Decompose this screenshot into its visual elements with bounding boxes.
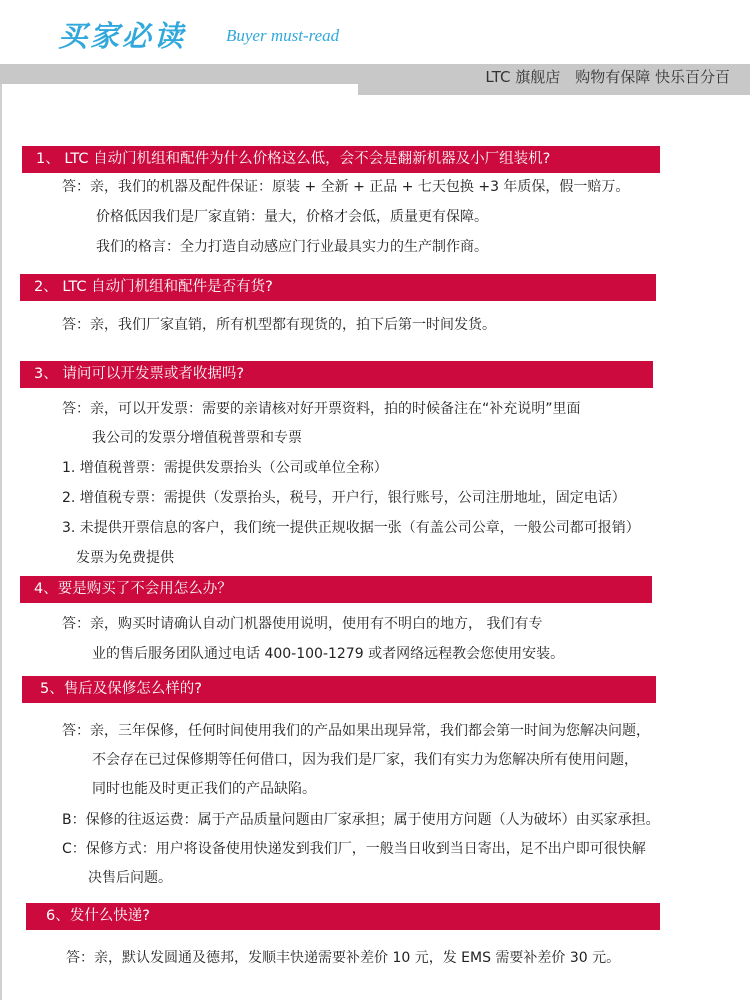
answer-line: 发票为免费提供 [76,550,174,566]
question-bar-5: 5、售后及保修怎么样的? [22,676,656,703]
answer-line: C：保修方式：用户将设备使用快递发到我们厂，一般当日收到当日寄出，足不出户即可很快解 [62,841,646,857]
question-bar-3: 3、 请问可以开发票或者收据吗? [20,361,653,388]
answer-line: 答：亲，我们的机器及配件保证：原装 + 全新 + 正品 + 七天包换 +3 年质保，假一赔万。 [62,179,630,195]
store-slogan: LTC 旗舰店 购物有保障 快乐百分百 [485,68,730,86]
answer-line: 答：亲，我们厂家直销，所有机型都有现货的，拍下后第一时间发货。 [62,317,496,333]
question-bar-2: 2、 LTC 自动门机组和配件是否有货? [20,274,656,301]
answer-line: 业的售后服务团队通过电话 400-100-1279 或者网络远程教会您使用安装。 [92,646,565,662]
answer-line: 我们的格言：全力打造自动感应门行业最具实力的生产制作商。 [96,239,488,255]
header-title: 买家必读 [58,19,187,53]
answer-line: 同时也能及时更正我们的产品缺陷。 [92,781,316,797]
answer-line: 1. 增值税普票：需提供发票抬头（公司或单位全称） [62,460,388,476]
answer-line: 价格低因我们是厂家直销：量大，价格才会低，质量更有保障。 [96,209,488,225]
answer-line: B：保修的往返运费：属于产品质量问题由厂家承担；属于使用方问题（人为破坏）由买家承担。 [62,812,660,828]
answer-line: 3. 未提供开票信息的客户，我们统一提供正规收据一张（有盖公司公章，一般公司都可报销） [62,520,640,536]
answer-line: 2. 增值税专票：需提供（发票抬头，税号，开户行，银行账号，公司注册地址，固定电话） [62,490,626,506]
left-border [0,84,2,1000]
answer-line: 答：亲，三年保修，任何时间使用我们的产品如果出现异常，我们都会第一时间为您解决问题， [62,723,650,739]
question-bar-6: 6、发什么快递? [26,903,660,930]
answer-line: 答：亲，默认发圆通及德邦，发顺丰快递需要补差价 10 元，发 EMS 需要补差价 30 元。 [66,950,621,966]
answer-line: 答：亲，购买时请确认自动门机器使用说明，使用有不明白的地方， 我们有专 [62,616,543,632]
answer-line: 决售后问题。 [88,870,172,886]
question-bar-1: 1、 LTC 自动门机组和配件为什么价格这么低，会不会是翻新机器及小厂组装机? [22,146,660,173]
answer-line: 我公司的发票分增值税普票和专票 [92,430,302,446]
answer-line: 答：亲，可以开发票：需要的亲请核对好开票资料，拍的时候备注在“补充说明”里面 [62,401,581,417]
header-subtitle: Buyer must-read [226,26,340,45]
question-bar-4: 4、要是购买了不会用怎么办？ [20,576,652,603]
answer-line: 不会存在已过保修期等任何借口，因为我们是厂家，我们有实力为您解决所有使用问题， [92,752,638,768]
